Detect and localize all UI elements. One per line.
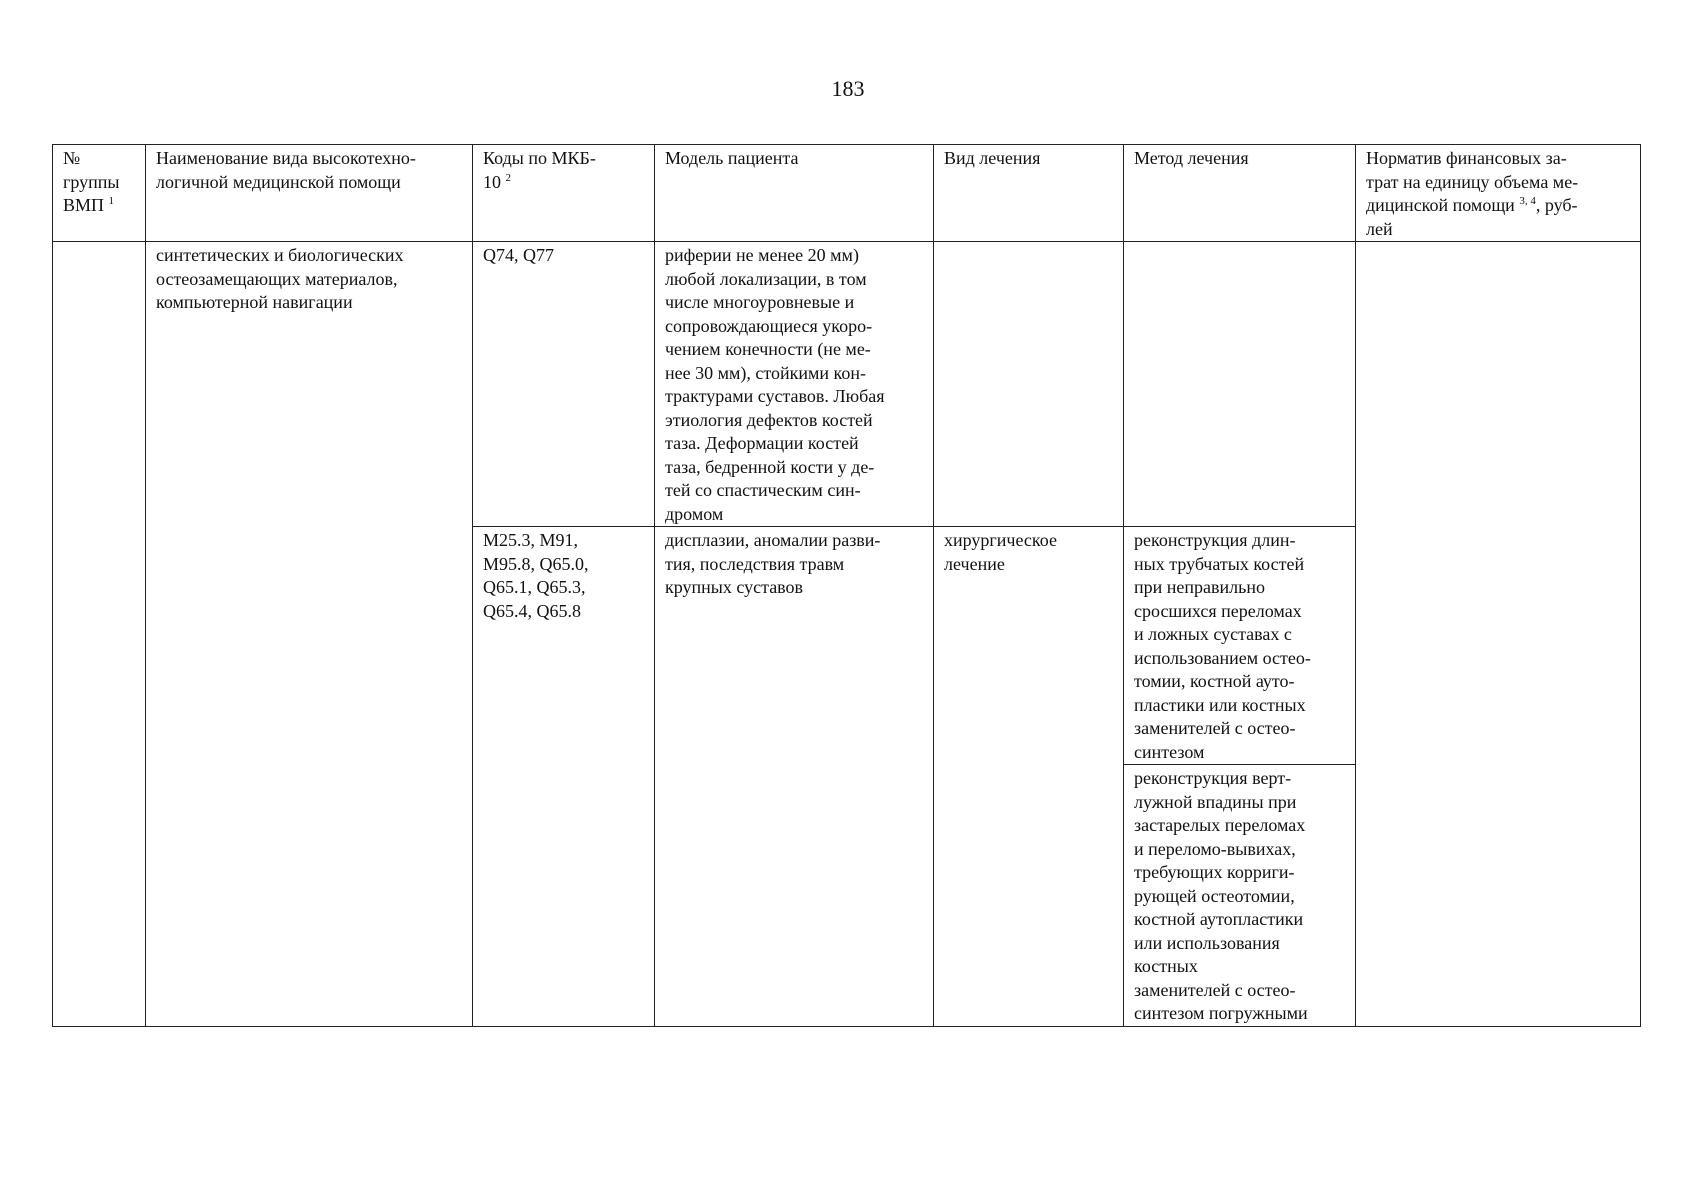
cell-treatment-type: [934, 242, 1124, 527]
cell-patient-model: дисплазии, аномалии разви- тия, последствия травм крупных суставов: [655, 527, 934, 1027]
cell-treatment-method: реконструкция верт- лужной впадины при застарелых переломах и переломо-вывихах, требующих корриги- рующей остеотомии, костной аутопластики или использования костных заменителей с остео- синтезом погружными: [1124, 765, 1356, 1027]
cell-treatment-type: хирургическое лечение: [934, 527, 1124, 1027]
header-treatment-method: Метод лечения: [1124, 145, 1356, 242]
header-treatment-type: Вид лечения: [934, 145, 1124, 242]
header-group-number: № группы ВМП $^1$: [53, 145, 146, 242]
cell-icd-codes: Q74, Q77: [473, 242, 655, 527]
cell-icd-codes: M25.3, M91, M95.8, Q65.0, Q65.1, Q65.3, Q65.4, Q65.8: [473, 527, 655, 1027]
cell-vmp-name: синтетических и биологических остеозамещающих материалов, компьютерной навигации: [146, 242, 473, 1027]
treatment-table: [52, 144, 1641, 1027]
cell-financial-norm: [1356, 242, 1641, 1027]
header-patient-model: Модель пациента: [655, 145, 934, 242]
header-icd-codes: Коды по МКБ- 10 $^2$: [473, 145, 655, 242]
header-financial-norm: Норматив финансовых за- трат на единицу объема ме- дицинской помощи $^{3, 4}$, руб- лей: [1356, 145, 1641, 242]
header-vmp-name: Наименование вида высокотехно- логичной медицинской помощи: [146, 145, 473, 242]
header-row: [53, 145, 1641, 242]
cell-treatment-method: реконструкция длин- ных трубчатых костей при неправильно сросшихся переломах и ложных суставах с использованием остео- томии, костной ауто- пластики или костных заменителей с остео- синтезом: [1124, 527, 1356, 765]
cell-treatment-method: [1124, 242, 1356, 527]
page-number: 183: [831, 76, 865, 101]
cell-patient-model: риферии не менее 20 мм) любой локализации, в том числе многоуровневые и сопровождающиеся укоро- чением конечности (не ме- нее 30 мм), стойкими кон- трактурами суставов. Любая этиология дефектов костей таза. Деформации костей таза, бедренной кости у де- тей со спастическим син- дромом: [655, 242, 934, 527]
table-row: [53, 242, 1641, 527]
cell-group-number: [53, 242, 146, 1027]
